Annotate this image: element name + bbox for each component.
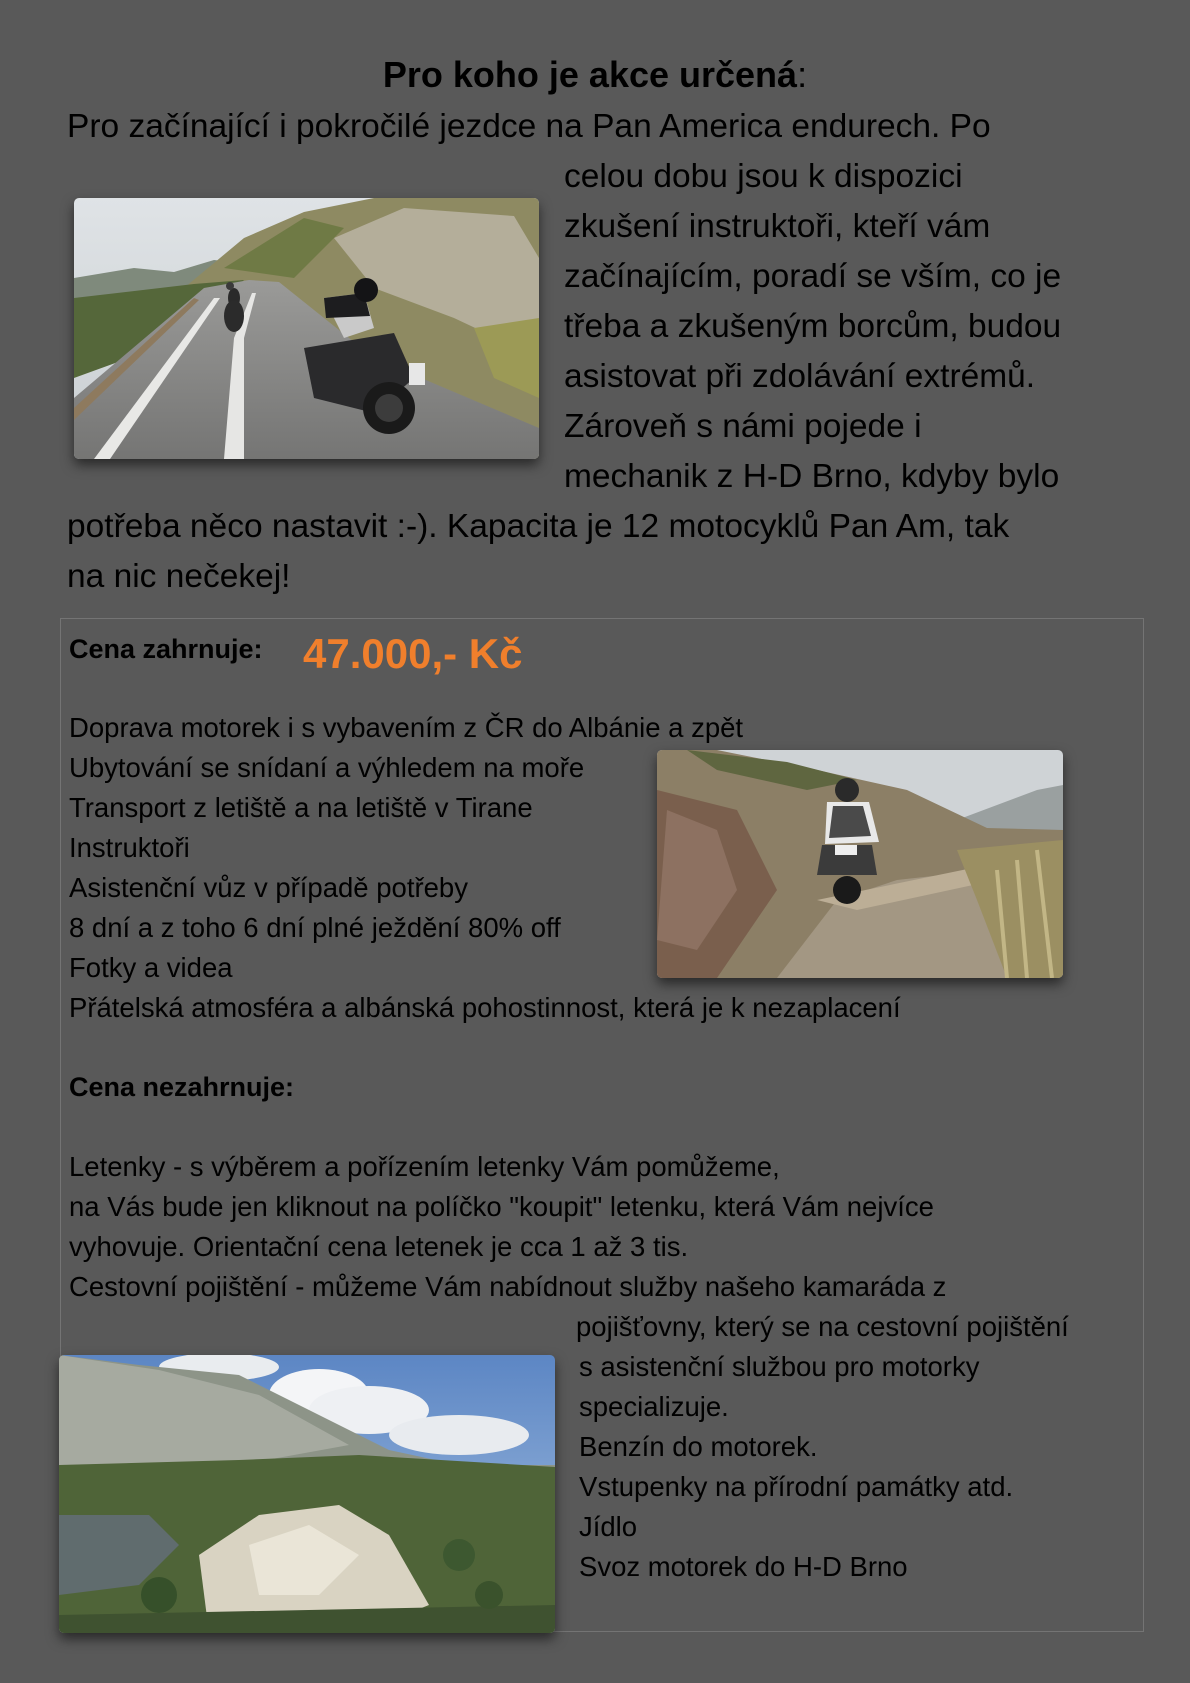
includes-item: Transport z letiště a na letiště v Tirane [69,792,533,823]
includes-item: 8 dní a z toho 6 dní plné ježdění 80% off [69,912,561,943]
intro-line: Pro začínající i pokročilé jezdce na Pan America endurech. Po [67,108,991,145]
excludes-line: vyhovuje. Orientační cena letenek je cca 1 až 3 tis. [69,1231,689,1262]
excludes-line: specializuje. [579,1391,729,1422]
excludes-label: Cena nezahrnuje: [69,1072,295,1102]
intro-line: zkušení instruktoři, kteří vám [564,208,991,245]
excludes-line: Benzín do motorek. [579,1431,818,1462]
includes-item: Asistenční vůz v případě potřeby [69,872,468,903]
heading-title: Pro koho je akce určená [382,54,798,95]
offroad-rider-photo [657,750,1063,978]
price-value: 47.000,- Kč [303,630,523,677]
includes-item: Ubytování se snídaní a výhledem na moře [69,752,585,783]
excludes-line: Cestovní pojištění - můžeme Vám nabídnout služby našeho kamaráda z [69,1271,947,1302]
excludes-line: Svoz motorek do H-D Brno [579,1551,908,1582]
heading-colon: : [797,54,808,95]
includes-item: Doprava motorek i s vybavením z ČR do Albánie a zpět [69,712,744,743]
includes-label: Cena zahrnuje: [69,634,263,664]
excludes-line: Jídlo [579,1511,638,1542]
intro-line: třeba a zkušeným borcům, budou [564,308,1062,345]
includes-item: Přátelská atmosféra a albánská pohostinnost, která je k nezaplacení [69,992,901,1023]
section-heading [0,50,1190,100]
includes-item: Fotky a videa [69,952,233,983]
landscape-photo [59,1355,555,1633]
excludes-line: s asistenční službou pro motorky [579,1351,980,1382]
intro-line: asistovat při zdolávání extrémů. [564,358,1036,395]
excludes-line: na Vás bude jen kliknout na políčko "koupit" letenku, která Vám nejvíce [69,1191,934,1222]
intro-line: Zároveň s námi pojede i [564,408,922,445]
intro-line: začínajícím, poradí se vším, co je [564,258,1062,295]
intro-line: na nic nečekej! [67,558,291,595]
excludes-line: Letenky - s výběrem a pořízením letenky Vám pomůžeme, [69,1151,780,1182]
intro-line: celou dobu jsou k dispozici [564,158,963,195]
excludes-line: pojišťovny, který se na cestovní pojištění [576,1311,1069,1342]
intro-line: potřeba něco nastavit :-). Kapacita je 12 motocyklů Pan Am, tak [67,508,1010,545]
intro-line: mechanik z H-D Brno, kdyby bylo [564,458,1060,495]
excludes-line: Vstupenky na přírodní památky atd. [579,1471,1014,1502]
road-riders-photo [74,198,539,459]
includes-item: Instruktoři [69,832,190,863]
